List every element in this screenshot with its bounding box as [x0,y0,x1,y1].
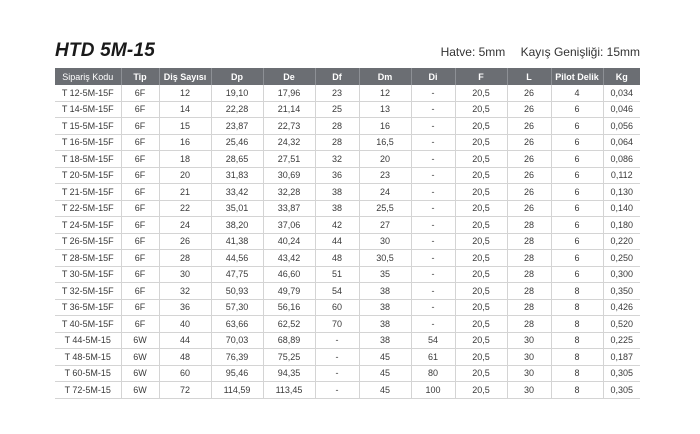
cell-kg: 0,130 [603,184,640,201]
table-row [55,332,640,349]
cell-f: 20,5 [455,200,507,217]
cell-kg: 0,220 [603,233,640,250]
col-header-df: Df [315,68,359,85]
cell-di: - [411,250,455,267]
cell-teeth: 20 [159,167,211,184]
cell-de: 27,51 [263,151,315,168]
cell-l: 26 [507,184,551,201]
cell-dp: 57,30 [211,299,263,316]
cell-f: 20,5 [455,184,507,201]
cell-de: 33,87 [263,200,315,217]
table-row [55,233,640,250]
cell-l: 26 [507,134,551,151]
cell-type: 6W [121,382,159,399]
cell-df: 60 [315,299,359,316]
cell-di: - [411,101,455,118]
cell-de: 24,32 [263,134,315,151]
cell-type: 6F [121,299,159,316]
cell-pilot-hole: 8 [551,332,603,349]
cell-type: 6F [121,184,159,201]
cell-di: - [411,85,455,101]
table-row [55,101,640,118]
table-row [55,134,640,151]
cell-dm: 30 [359,233,411,250]
cell-de: 46,60 [263,266,315,283]
table-row [55,184,640,201]
cell-l: 26 [507,85,551,101]
cell-f: 20,5 [455,365,507,382]
cell-order-code: T 44-5M-15 [55,332,121,349]
cell-pilot-hole: 6 [551,217,603,234]
cell-kg: 0,187 [603,349,640,366]
cell-di: - [411,266,455,283]
col-header-pilot-hole: Pilot Delik [551,68,603,85]
cell-dp: 50,93 [211,283,263,300]
cell-dm: 45 [359,365,411,382]
cell-dm: 16 [359,118,411,135]
cell-pilot-hole: 8 [551,365,603,382]
spec-info [441,45,640,59]
cell-f: 20,5 [455,316,507,333]
cell-l: 28 [507,316,551,333]
cell-teeth: 48 [159,349,211,366]
cell-kg: 0,225 [603,332,640,349]
cell-dp: 19,10 [211,85,263,101]
cell-dm: 38 [359,299,411,316]
cell-kg: 0,426 [603,299,640,316]
cell-l: 28 [507,266,551,283]
col-header-de: De [263,68,315,85]
cell-pilot-hole: 4 [551,85,603,101]
cell-df: - [315,365,359,382]
cell-di: 100 [411,382,455,399]
cell-di: 61 [411,349,455,366]
col-header-teeth: Diş Sayısı [159,68,211,85]
cell-de: 56,16 [263,299,315,316]
cell-dm: 35 [359,266,411,283]
cell-teeth: 14 [159,101,211,118]
cell-dm: 16,5 [359,134,411,151]
cell-l: 28 [507,299,551,316]
table-row [55,349,640,366]
table-header-row [55,68,640,85]
cell-type: 6F [121,316,159,333]
cell-di: - [411,167,455,184]
cell-f: 20,5 [455,332,507,349]
col-header-kg: Kg [603,68,640,85]
table-row [55,200,640,217]
table-row [55,365,640,382]
cell-f: 20,5 [455,382,507,399]
cell-l: 28 [507,250,551,267]
table-row [55,217,640,234]
cell-order-code: T 28-5M-15F [55,250,121,267]
cell-di: 80 [411,365,455,382]
cell-pilot-hole: 8 [551,299,603,316]
cell-l: 30 [507,382,551,399]
cell-pilot-hole: 8 [551,283,603,300]
cell-df: 36 [315,167,359,184]
cell-l: 26 [507,118,551,135]
cell-pilot-hole: 6 [551,200,603,217]
cell-pilot-hole: 8 [551,316,603,333]
cell-dp: 33,42 [211,184,263,201]
cell-de: 17,96 [263,85,315,101]
cell-kg: 0,046 [603,101,640,118]
cell-dp: 28,65 [211,151,263,168]
cell-dm: 23 [359,167,411,184]
cell-df: - [315,382,359,399]
cell-dp: 76,39 [211,349,263,366]
cell-teeth: 32 [159,283,211,300]
cell-type: 6F [121,134,159,151]
cell-de: 43,42 [263,250,315,267]
cell-df: 25 [315,101,359,118]
cell-dm: 38 [359,332,411,349]
belt-width-spec: Kayış Genişliği: 15mm [520,45,640,59]
cell-teeth: 15 [159,118,211,135]
cell-order-code: T 32-5M-15F [55,283,121,300]
cell-f: 20,5 [455,250,507,267]
cell-di: - [411,200,455,217]
cell-de: 40,24 [263,233,315,250]
table-row [55,299,640,316]
cell-type: 6F [121,200,159,217]
cell-teeth: 21 [159,184,211,201]
cell-teeth: 26 [159,233,211,250]
cell-f: 20,5 [455,299,507,316]
cell-di: - [411,184,455,201]
cell-type: 6F [121,151,159,168]
col-header-di: Di [411,68,455,85]
cell-dm: 27 [359,217,411,234]
cell-order-code: T 18-5M-15F [55,151,121,168]
cell-teeth: 12 [159,85,211,101]
cell-f: 20,5 [455,349,507,366]
cell-df: - [315,332,359,349]
cell-dm: 45 [359,382,411,399]
cell-type: 6F [121,266,159,283]
cell-l: 30 [507,349,551,366]
cell-kg: 0,250 [603,250,640,267]
cell-teeth: 36 [159,299,211,316]
cell-df: 38 [315,200,359,217]
cell-dm: 20 [359,151,411,168]
cell-f: 20,5 [455,283,507,300]
cell-f: 20,5 [455,85,507,101]
table-row [55,167,640,184]
col-header-order-code: Sipariş Kodu [55,68,121,85]
cell-order-code: T 20-5M-15F [55,167,121,184]
cell-order-code: T 72-5M-15 [55,382,121,399]
cell-dm: 38 [359,316,411,333]
cell-di: - [411,217,455,234]
cell-dm: 13 [359,101,411,118]
cell-di: - [411,283,455,300]
cell-dp: 44,56 [211,250,263,267]
cell-l: 30 [507,365,551,382]
cell-df: 48 [315,250,359,267]
cell-df: 42 [315,217,359,234]
cell-f: 20,5 [455,266,507,283]
cell-df: 28 [315,134,359,151]
cell-kg: 0,056 [603,118,640,135]
cell-df: 44 [315,233,359,250]
cell-teeth: 16 [159,134,211,151]
cell-de: 32,28 [263,184,315,201]
cell-teeth: 60 [159,365,211,382]
cell-di: - [411,118,455,135]
col-header-l: L [507,68,551,85]
cell-df: 23 [315,85,359,101]
cell-dm: 12 [359,85,411,101]
cell-de: 22,73 [263,118,315,135]
cell-pilot-hole: 8 [551,349,603,366]
cell-teeth: 30 [159,266,211,283]
cell-de: 37,06 [263,217,315,234]
cell-kg: 0,305 [603,382,640,399]
cell-de: 62,52 [263,316,315,333]
cell-order-code: T 60-5M-15 [55,365,121,382]
cell-teeth: 24 [159,217,211,234]
cell-teeth: 28 [159,250,211,267]
cell-de: 21,14 [263,101,315,118]
cell-kg: 0,180 [603,217,640,234]
cell-dp: 22,28 [211,101,263,118]
table-row [55,266,640,283]
table-row [55,118,640,135]
cell-dp: 41,38 [211,233,263,250]
cell-order-code: T 24-5M-15F [55,217,121,234]
cell-kg: 0,064 [603,134,640,151]
cell-de: 94,35 [263,365,315,382]
cell-l: 26 [507,167,551,184]
table-row [55,382,640,399]
col-header-dm: Dm [359,68,411,85]
cell-order-code: T 30-5M-15F [55,266,121,283]
cell-df: 38 [315,184,359,201]
cell-pilot-hole: 6 [551,233,603,250]
cell-kg: 0,305 [603,365,640,382]
cell-dm: 30,5 [359,250,411,267]
cell-type: 6F [121,167,159,184]
cell-teeth: 22 [159,200,211,217]
cell-pilot-hole: 6 [551,151,603,168]
cell-teeth: 72 [159,382,211,399]
table-row [55,283,640,300]
cell-pilot-hole: 6 [551,167,603,184]
cell-order-code: T 22-5M-15F [55,200,121,217]
cell-de: 75,25 [263,349,315,366]
cell-l: 30 [507,332,551,349]
cell-order-code: T 48-5M-15 [55,349,121,366]
cell-pilot-hole: 6 [551,266,603,283]
cell-dp: 70,03 [211,332,263,349]
cell-type: 6F [121,233,159,250]
cell-order-code: T 15-5M-15F [55,118,121,135]
table-row [55,85,640,101]
cell-f: 20,5 [455,167,507,184]
cell-order-code: T 14-5M-15F [55,101,121,118]
cell-type: 6W [121,349,159,366]
cell-df: 54 [315,283,359,300]
cell-df: 28 [315,118,359,135]
cell-di: 54 [411,332,455,349]
cell-f: 20,5 [455,233,507,250]
cell-dp: 63,66 [211,316,263,333]
cell-dp: 25,46 [211,134,263,151]
cell-f: 20,5 [455,134,507,151]
cell-dm: 45 [359,349,411,366]
table-row [55,250,640,267]
cell-pilot-hole: 6 [551,184,603,201]
cell-pilot-hole: 8 [551,382,603,399]
cell-order-code: T 21-5M-15F [55,184,121,201]
page-title: HTD 5M-15 [55,40,155,61]
cell-dp: 47,75 [211,266,263,283]
cell-dp: 38,20 [211,217,263,234]
cell-f: 20,5 [455,151,507,168]
cell-type: 6F [121,118,159,135]
cell-di: - [411,233,455,250]
col-header-dp: Dp [211,68,263,85]
cell-kg: 0,350 [603,283,640,300]
cell-type: 6F [121,250,159,267]
cell-de: 30,69 [263,167,315,184]
cell-dp: 114,59 [211,382,263,399]
cell-type: 6F [121,85,159,101]
cell-de: 49,79 [263,283,315,300]
table-row [55,316,640,333]
cell-dm: 25,5 [359,200,411,217]
cell-kg: 0,112 [603,167,640,184]
cell-df: 70 [315,316,359,333]
cell-l: 28 [507,217,551,234]
cell-order-code: T 26-5M-15F [55,233,121,250]
cell-type: 6F [121,101,159,118]
cell-l: 26 [507,151,551,168]
cell-dp: 31,83 [211,167,263,184]
cell-pilot-hole: 6 [551,118,603,135]
cell-pilot-hole: 6 [551,250,603,267]
col-header-f: F [455,68,507,85]
table-row [55,151,640,168]
cell-order-code: T 36-5M-15F [55,299,121,316]
col-header-type: Tip [121,68,159,85]
cell-l: 28 [507,283,551,300]
cell-de: 68,89 [263,332,315,349]
cell-df: - [315,349,359,366]
cell-dp: 23,87 [211,118,263,135]
cell-f: 20,5 [455,118,507,135]
cell-teeth: 40 [159,316,211,333]
cell-type: 6W [121,365,159,382]
cell-l: 26 [507,200,551,217]
cell-dp: 35,01 [211,200,263,217]
cell-dm: 38 [359,283,411,300]
cell-type: 6W [121,332,159,349]
cell-kg: 0,140 [603,200,640,217]
cell-order-code: T 40-5M-15F [55,316,121,333]
cell-di: - [411,299,455,316]
cell-de: 113,45 [263,382,315,399]
cell-type: 6F [121,217,159,234]
cell-dp: 95,46 [211,365,263,382]
cell-order-code: T 12-5M-15F [55,85,121,101]
cell-pilot-hole: 6 [551,134,603,151]
pulley-table [55,68,640,399]
cell-f: 20,5 [455,101,507,118]
cell-l: 26 [507,101,551,118]
cell-df: 32 [315,151,359,168]
pitch-spec: Hatve: 5mm [440,45,506,59]
cell-pilot-hole: 6 [551,101,603,118]
cell-l: 28 [507,233,551,250]
cell-di: - [411,316,455,333]
table-body [55,85,640,398]
cell-kg: 0,034 [603,85,640,101]
cell-kg: 0,086 [603,151,640,168]
cell-f: 20,5 [455,217,507,234]
cell-order-code: T 16-5M-15F [55,134,121,151]
cell-di: - [411,151,455,168]
cell-dm: 24 [359,184,411,201]
cell-teeth: 44 [159,332,211,349]
cell-teeth: 18 [159,151,211,168]
cell-kg: 0,300 [603,266,640,283]
cell-di: - [411,134,455,151]
cell-type: 6F [121,283,159,300]
cell-df: 51 [315,266,359,283]
cell-kg: 0,520 [603,316,640,333]
